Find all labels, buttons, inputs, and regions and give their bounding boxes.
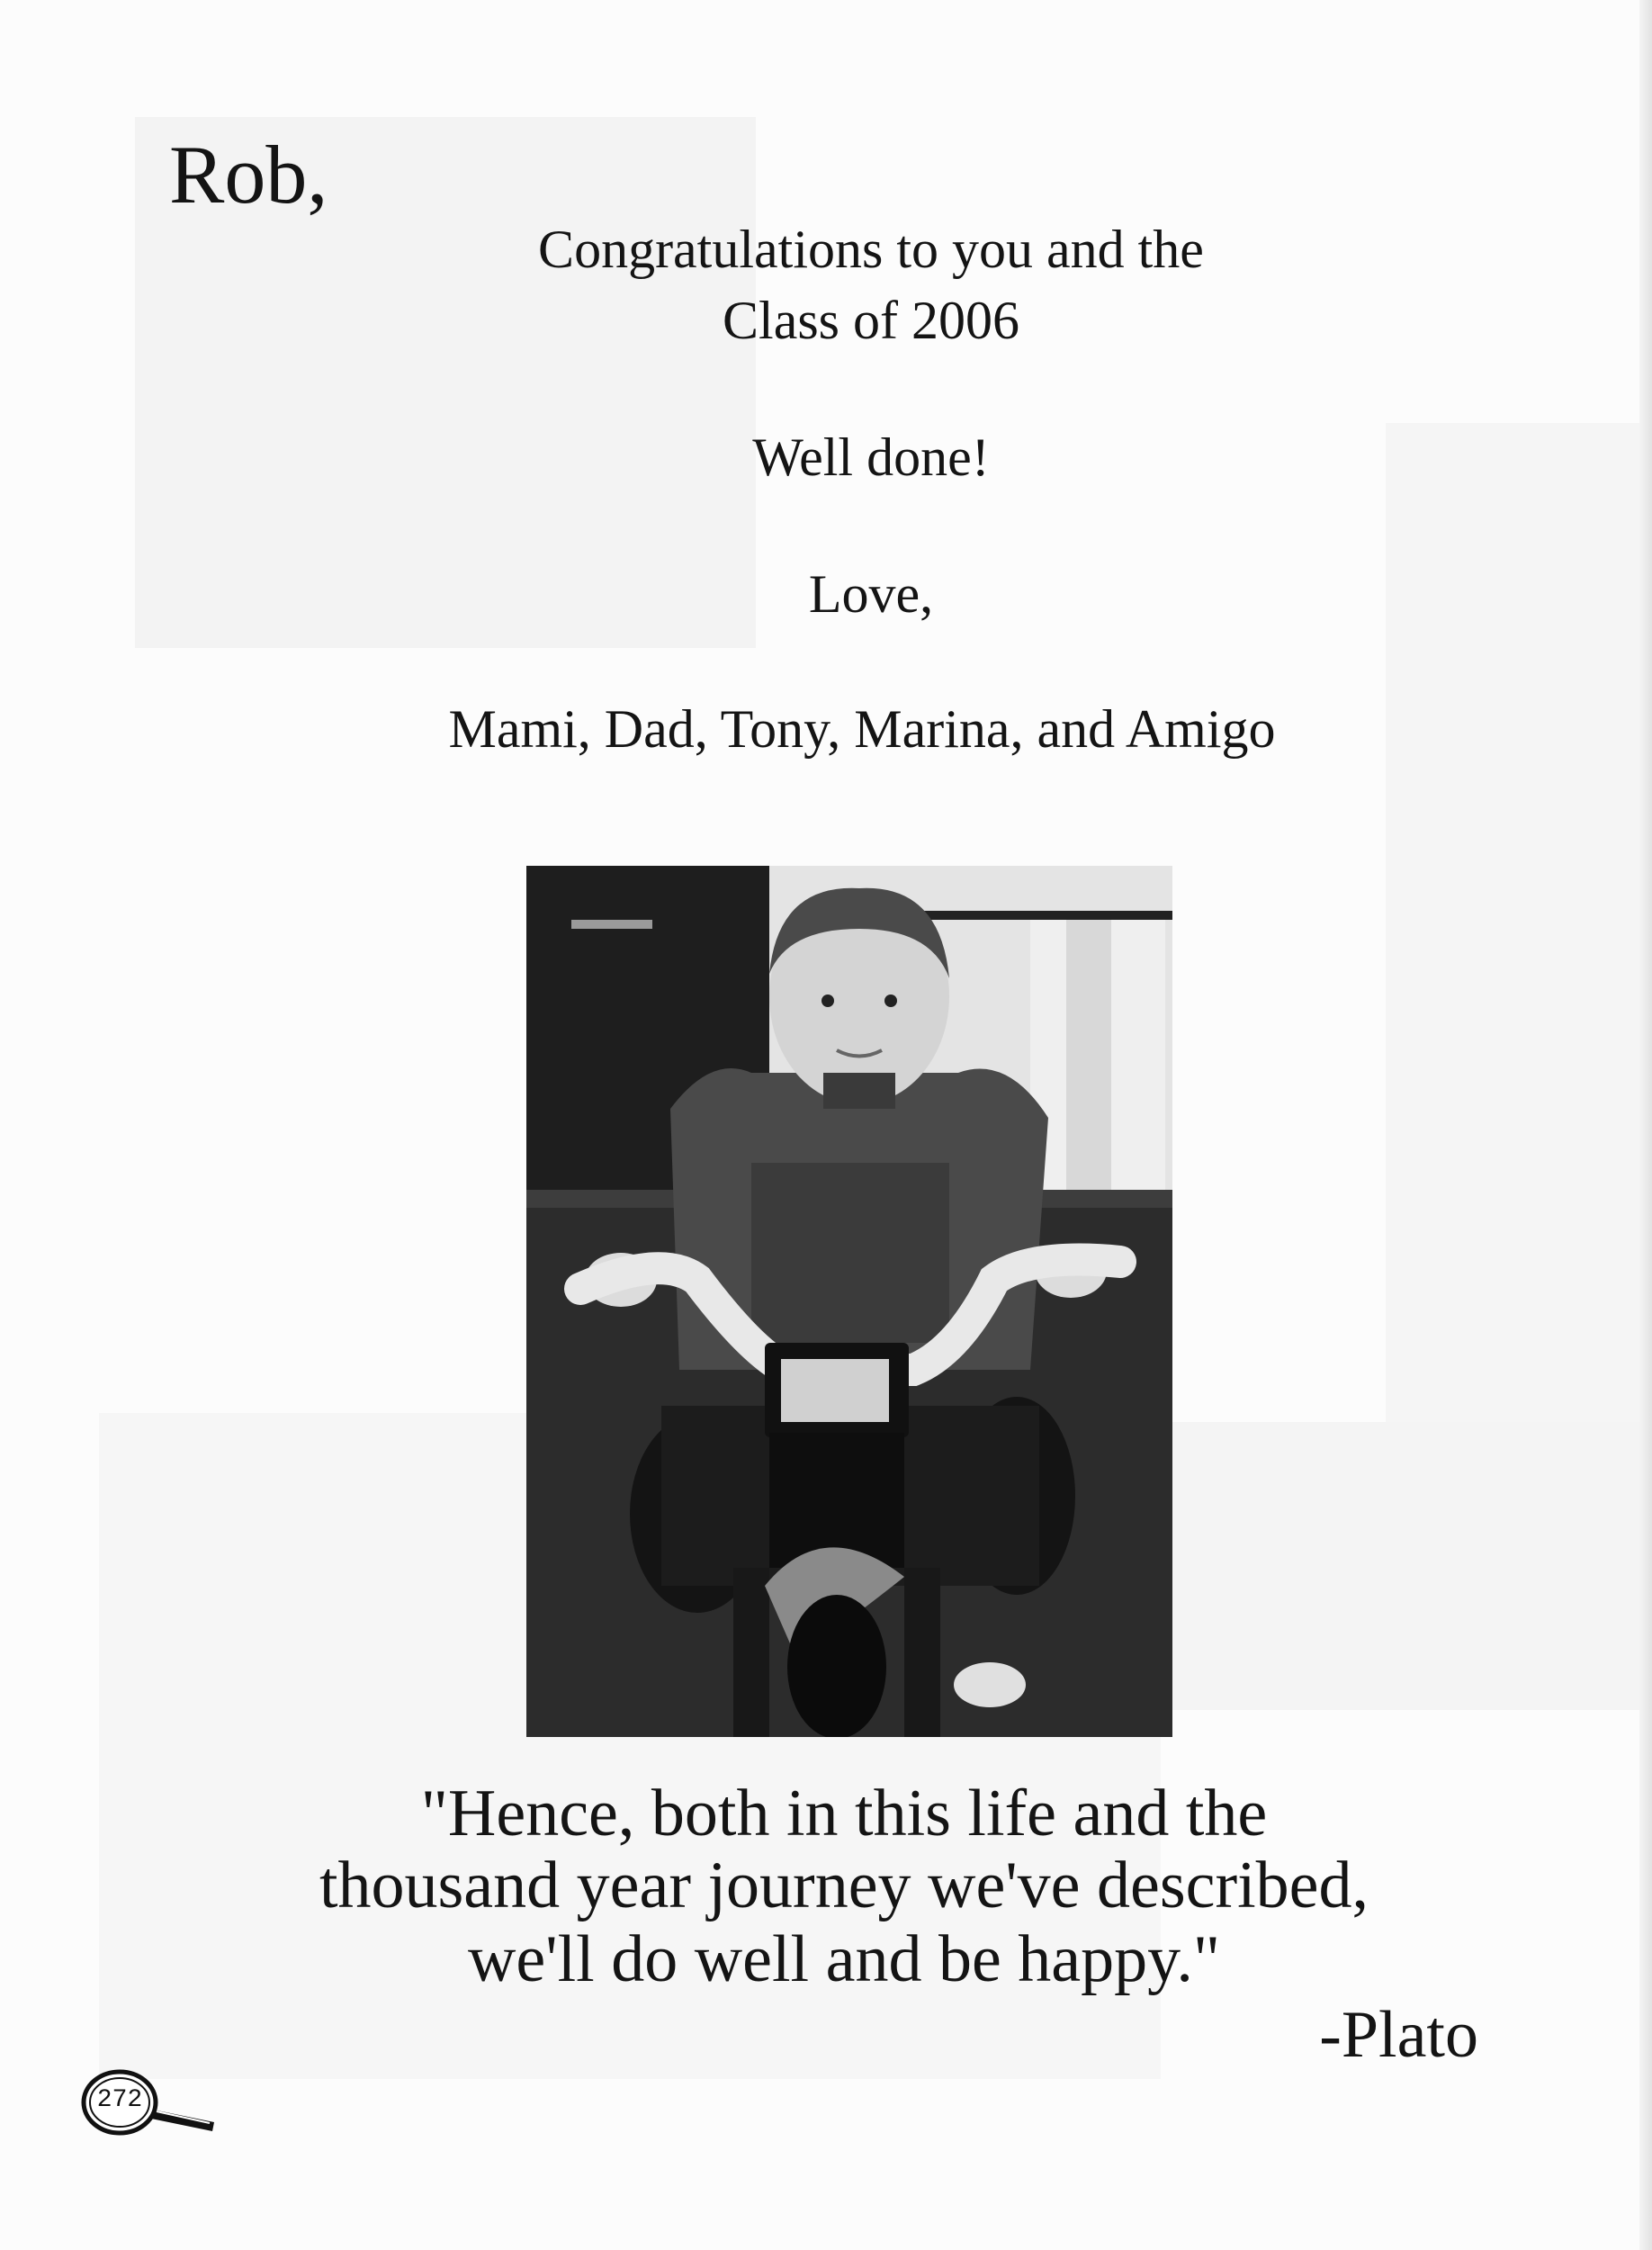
message-line: Well done! [752, 428, 990, 487]
page-number-badge [79, 2068, 232, 2140]
page-number: 272 [96, 2086, 143, 2114]
quote-line: "Hence, both in this life and the [420, 1777, 1268, 1850]
quote-line: we'll do well and be happy." [467, 1922, 1221, 1996]
salutation: Rob, [169, 129, 328, 220]
message-line: Congratulations to you and the [538, 220, 1204, 279]
show-through-block [1152, 1422, 1652, 1710]
message-line: Love, [808, 564, 934, 624]
signature-line: Mami, Dad, Tony, Marina, and Amigo [448, 699, 1276, 759]
child-on-tricycle-photo [526, 866, 1172, 1737]
message-line: Class of 2006 [723, 291, 1019, 350]
quote-attribution: -Plato [1319, 1998, 1478, 2072]
quote-line: thousand year journey we've described, [319, 1849, 1369, 1922]
